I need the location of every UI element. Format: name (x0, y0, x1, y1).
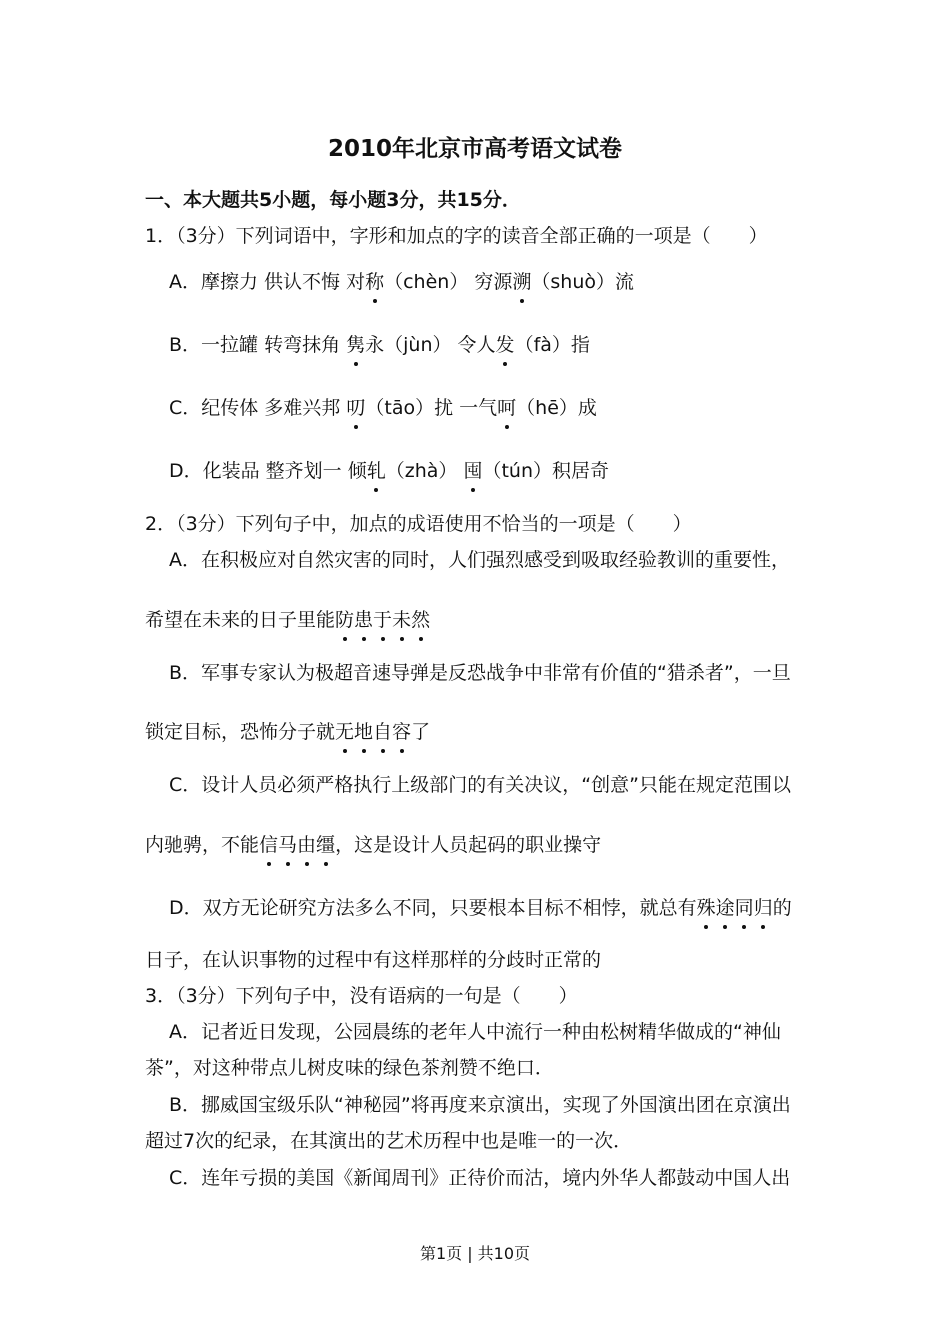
question-1-option-c (169, 395, 597, 421)
dotted-char: 无 (335, 721, 355, 743)
question-2-option-d-line2: 日子，在认识事物的过程中有这样那样的分歧时正常的 (145, 949, 602, 971)
option-text: D．双方无论研究方法多么不同，只要根本目标不相悖，就总有 (169, 897, 697, 919)
section-heading: 一、本大题共5小题，每小题3分，共15分． (145, 189, 521, 211)
dotted-char: 信 (259, 834, 279, 856)
question-2-stem: 2．（3分）下列句子中，加点的成语使用不恰当的一项是（ ） (145, 513, 692, 535)
question-3-option-a-line1: A．记者近日发现，公园晨练的老年人中流行一种由松树精华做成的“神仙 (169, 1021, 781, 1043)
dotted-char: 殊 (696, 897, 716, 919)
question-2-option-b-line1: B．军事专家认为极超音速导弹是反恐战争中非常有价值的“猎杀者”，一旦 (169, 662, 791, 684)
dotted-char: 容 (392, 721, 412, 743)
dotted-char: 自 (373, 721, 393, 743)
dotted-char: 防 (335, 609, 355, 631)
option-text: B．一拉罐 转弯抹角 (169, 334, 347, 356)
question-2-option-b-line2 (145, 719, 430, 745)
dotted-char: 由 (297, 834, 317, 856)
question-3-option-c-line1: C．连年亏损的美国《新闻周刊》正待价而沽，境内外华人都鼓动中国人出 (169, 1167, 791, 1189)
dotted-char: 称 (365, 271, 385, 293)
dotted-char: 呵 (497, 397, 517, 419)
option-text: 锁定目标，恐怖分子就 (145, 721, 336, 743)
question-2-option-a-line1: A．在积极应对自然灾害的同时，人们强烈感受到吸取经验教训的重要性， (169, 549, 790, 571)
dotted-char: 途 (715, 897, 735, 919)
option-text: （chèn） 穷源 (384, 271, 513, 293)
dotted-char: 地 (354, 721, 374, 743)
question-1-option-d (169, 458, 609, 484)
dotted-char: 叨 (346, 397, 366, 419)
question-3-option-a-line2: 茶”，对这种带点儿树皮味的绿色茶剂赞不绝口． (145, 1057, 554, 1079)
question-2-option-d-line1 (169, 895, 792, 921)
dotted-char: 轧 (366, 460, 386, 482)
question-1-option-a (169, 269, 634, 295)
page-footer: 第1页 | 共10页 (419, 1244, 531, 1263)
question-2-option-a-line2 (145, 607, 430, 633)
dotted-char: 缰 (316, 834, 336, 856)
dotted-char: 隽 (346, 334, 366, 356)
option-text: （shuò）流 (531, 271, 634, 293)
dotted-char: 发 (495, 334, 515, 356)
question-3-stem: 3．（3分）下列句子中，没有语病的一句是（ ） (145, 985, 578, 1007)
question-3-option-b-line2: 超过7次的纪录，在其演出的艺术历程中也是唯一的一次． (145, 1130, 633, 1152)
option-text: 永（jùn） 令人 (365, 334, 496, 356)
option-text: （zhà） (385, 460, 464, 482)
dotted-char: 同 (734, 897, 754, 919)
option-text: D．化装品 整齐划一 倾 (169, 460, 367, 482)
question-1-option-b (169, 332, 590, 358)
option-text: 的 (772, 897, 792, 919)
question-2-option-c-line2 (145, 832, 601, 858)
option-text: （tāo）扰 一气 (365, 397, 498, 419)
option-text: ，这是设计人员起码的职业操守 (335, 834, 602, 856)
option-text: 了 (411, 721, 431, 743)
question-1-stem: 1．（3分）下列词语中，字形和加点的字的读音全部正确的一项是（ ） (145, 225, 768, 247)
question-2-option-c-line1: C．设计人员必须严格执行上级部门的有关决议，“创意”只能在规定范围以 (169, 774, 791, 796)
option-text: A．摩擦力 供认不悔 对 (169, 271, 366, 293)
page-title: 2010年北京市高考语文试卷 (327, 136, 622, 162)
dotted-char: 然 (411, 609, 431, 631)
dotted-char: 患 (354, 609, 374, 631)
dotted-char: 溯 (512, 271, 532, 293)
option-text: 内驰骋，不能 (145, 834, 260, 856)
option-text: （tún）积居奇 (482, 460, 609, 482)
option-text: （fà）指 (514, 334, 590, 356)
dotted-char: 马 (278, 834, 298, 856)
dotted-char: 未 (392, 609, 412, 631)
dotted-char: 于 (373, 609, 393, 631)
option-text: （hē）成 (516, 397, 597, 419)
option-text: C．纪传体 多难兴邦 (169, 397, 347, 419)
dotted-char: 囤 (463, 460, 483, 482)
dotted-char: 归 (753, 897, 773, 919)
option-text: 希望在未来的日子里能 (145, 609, 336, 631)
question-3-option-b-line1: B．挪威国宝级乐队“神秘园”将再度来京演出，实现了外国演出团在京演出 (169, 1094, 791, 1116)
